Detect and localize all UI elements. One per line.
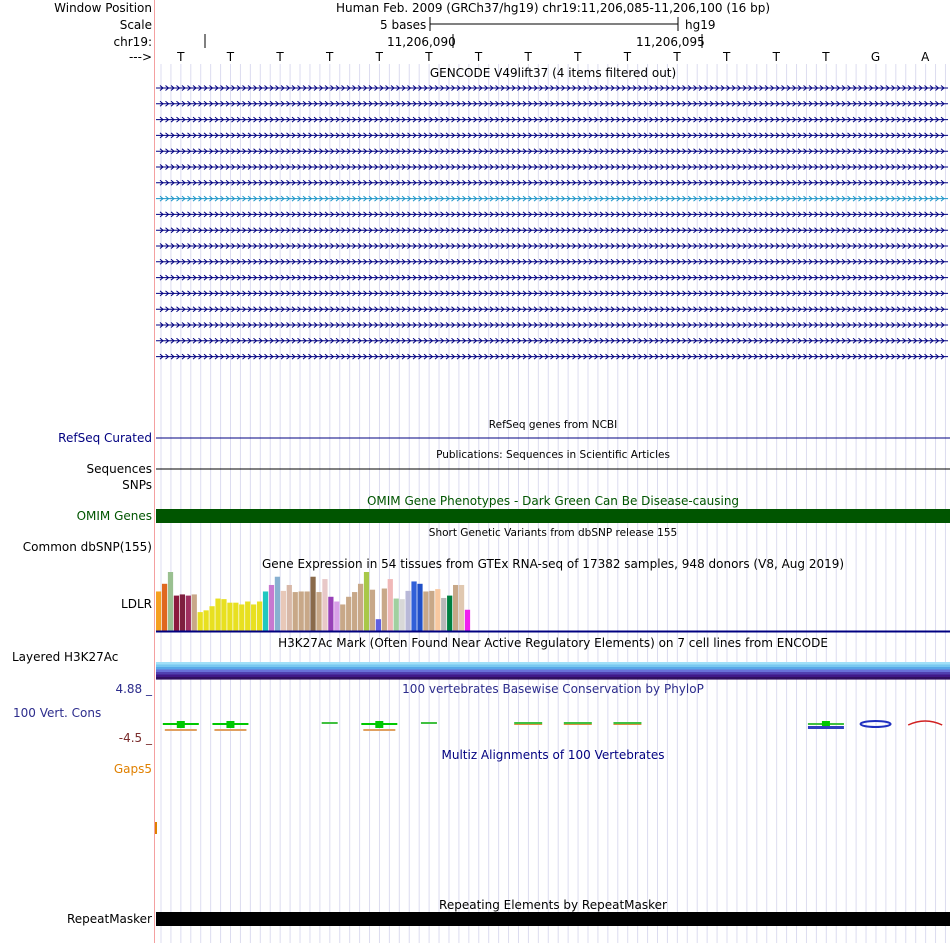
gtex-bar bbox=[180, 594, 185, 631]
gtex-bar bbox=[316, 592, 321, 631]
gtex-bar bbox=[465, 610, 470, 631]
gtex-bar bbox=[441, 598, 446, 631]
scale-text: 5 bases bbox=[380, 18, 427, 32]
sequence-base: T bbox=[723, 50, 731, 64]
gtex-bar bbox=[174, 596, 179, 631]
publications-label[interactable]: Sequences bbox=[86, 462, 152, 476]
gtex-label[interactable]: LDLR bbox=[121, 597, 152, 611]
gtex-bar bbox=[239, 604, 244, 631]
gtex-bar bbox=[310, 577, 315, 631]
gtex-bar bbox=[162, 584, 167, 631]
gtex-bar bbox=[275, 577, 280, 631]
sequence-base: T bbox=[177, 50, 185, 64]
gtex-title: Gene Expression in 54 tissues from GTEx RNA-seq of 17382 samples, 948 donors (V8, Aug 2019) bbox=[261, 557, 845, 571]
phylop-bar bbox=[421, 722, 437, 724]
phylop-bar bbox=[613, 722, 641, 724]
phylop-bar bbox=[822, 721, 830, 726]
omim-label[interactable]: OMIM Genes bbox=[76, 509, 152, 523]
gtex-bar bbox=[382, 589, 387, 631]
chrom-label: chr19: bbox=[113, 35, 152, 49]
position-label-2: 11,206,095 bbox=[636, 35, 705, 49]
gtex-bar bbox=[221, 599, 226, 631]
gtex-bar bbox=[334, 602, 339, 632]
sequence-base: G bbox=[870, 50, 881, 64]
gtex-bar bbox=[233, 603, 238, 631]
h3k27ac-layer bbox=[156, 665, 950, 668]
window-position-label: Window Position bbox=[54, 1, 152, 15]
scale-label: Scale bbox=[119, 18, 152, 32]
phylop-bar bbox=[613, 724, 641, 725]
gtex-bar bbox=[453, 585, 458, 631]
phylop-title: 100 vertebrates Basewise Conservation by PhyloP bbox=[402, 682, 704, 696]
gtex-bar bbox=[435, 589, 440, 631]
gap-marker bbox=[155, 822, 157, 834]
gtex-bar bbox=[186, 596, 191, 631]
phylop-bar bbox=[214, 729, 246, 731]
gtex-bar bbox=[204, 610, 209, 631]
phylop-label[interactable]: 100 Vert. Cons bbox=[13, 706, 102, 720]
repeatmasker-label[interactable]: RepeatMasker bbox=[66, 912, 152, 926]
gtex-bar bbox=[322, 579, 327, 631]
gtex-bar bbox=[400, 599, 405, 631]
gtex-bar bbox=[417, 584, 422, 631]
repeatmasker-bar bbox=[156, 912, 950, 926]
gtex-bar bbox=[364, 572, 369, 631]
phylop-bar bbox=[808, 726, 844, 729]
gtex-bar bbox=[376, 619, 381, 631]
position-label-1: 11,206,090 bbox=[387, 35, 456, 49]
sequence-base: T bbox=[772, 50, 780, 64]
sequence-base: T bbox=[673, 50, 681, 64]
phylop-bar bbox=[226, 721, 234, 728]
strand-label: ---> bbox=[128, 50, 152, 64]
gtex-bar bbox=[293, 592, 298, 631]
sequence-base: T bbox=[623, 50, 632, 64]
gtex-bar bbox=[370, 590, 375, 631]
phylop-min: -4.5 _ bbox=[118, 731, 152, 745]
sequence-base: T bbox=[822, 50, 830, 64]
h3k27ac-layer bbox=[156, 677, 950, 680]
gaps-label: Gaps5 bbox=[113, 762, 152, 776]
sequence-base: T bbox=[326, 50, 334, 64]
gtex-bar bbox=[429, 591, 434, 631]
dbsnp-label[interactable]: Common dbSNP(155) bbox=[22, 540, 152, 554]
omim-title: OMIM Gene Phenotypes - Dark Green Can Be Disease-causing bbox=[366, 494, 740, 508]
sequence-base: T bbox=[375, 50, 383, 64]
sequence-base: T bbox=[524, 50, 532, 64]
gtex-bar bbox=[352, 592, 357, 631]
phylop-bar bbox=[564, 722, 592, 724]
h3k27ac-layer bbox=[156, 675, 950, 678]
omim-bar bbox=[156, 509, 950, 523]
refseq-title: RefSeq genes from NCBI bbox=[488, 419, 618, 431]
gtex-bar bbox=[423, 591, 428, 631]
gtex-bar bbox=[328, 597, 333, 631]
sequence-base: T bbox=[226, 50, 235, 64]
h3k27ac-layer bbox=[156, 672, 950, 675]
gtex-bar bbox=[305, 591, 310, 631]
phylop-bar bbox=[564, 724, 592, 725]
h3k27ac-label[interactable]: Layered H3K27Ac bbox=[12, 650, 119, 664]
assembly-label: hg19 bbox=[685, 18, 716, 32]
gtex-bar bbox=[340, 604, 345, 631]
gtex-bar bbox=[198, 612, 203, 631]
gencode-title: GENCODE V49lift37 (4 items filtered out) bbox=[429, 66, 677, 80]
gtex-bar bbox=[263, 591, 268, 631]
gtex-bar bbox=[257, 602, 262, 632]
gtex-bar bbox=[215, 599, 220, 631]
phylop-bar bbox=[514, 724, 542, 725]
dbsnp-title: Short Genetic Variants from dbSNP release 155 bbox=[428, 527, 678, 539]
phylop-bar bbox=[375, 721, 383, 728]
gtex-bar bbox=[227, 603, 232, 631]
sequence-base: T bbox=[425, 50, 433, 64]
phylop-max: 4.88 _ bbox=[115, 682, 152, 696]
repeatmasker-title: Repeating Elements by RepeatMasker bbox=[439, 898, 667, 912]
snps-label[interactable]: SNPs bbox=[122, 478, 152, 492]
gtex-bar bbox=[156, 591, 161, 631]
gtex-bar bbox=[358, 584, 363, 631]
gtex-bar bbox=[192, 594, 197, 631]
gtex-bar bbox=[245, 602, 250, 632]
window-position-text: Human Feb. 2009 (GRCh37/hg19) chr19:11,206,085-11,206,100 (16 bp) bbox=[335, 1, 770, 15]
gtex-bar bbox=[394, 599, 399, 631]
h3k27ac-layer bbox=[156, 662, 950, 665]
gtex-bar bbox=[251, 604, 256, 631]
multiz-title: Multiz Alignments of 100 Vertebrates bbox=[441, 748, 665, 762]
gtex-bar bbox=[405, 591, 410, 631]
h3k27ac-layer bbox=[156, 667, 950, 670]
h3k27ac-layer bbox=[156, 670, 950, 673]
publications-title: Publications: Sequences in Scientific Articles bbox=[436, 449, 670, 461]
gtex-bar bbox=[281, 591, 286, 631]
phylop-bar bbox=[165, 729, 197, 731]
gtex-bar bbox=[346, 597, 351, 631]
sequence-base: T bbox=[276, 50, 284, 64]
refseq-label[interactable]: RefSeq Curated bbox=[58, 431, 152, 445]
sequence-base: T bbox=[574, 50, 582, 64]
gtex-bar bbox=[388, 579, 393, 631]
gtex-bar bbox=[269, 585, 274, 631]
gtex-bar bbox=[168, 572, 173, 631]
phylop-bar bbox=[177, 721, 185, 728]
gtex-bar bbox=[287, 585, 292, 631]
phylop-bar bbox=[514, 722, 542, 724]
gtex-bar bbox=[299, 591, 304, 631]
gtex-bar bbox=[459, 585, 464, 631]
phylop-bar bbox=[363, 729, 395, 731]
sequence-base: A bbox=[921, 50, 930, 64]
gtex-bar bbox=[447, 596, 452, 631]
h3k27ac-title: H3K27Ac Mark (Often Found Near Active Regulatory Elements) on 7 cell lines from ENCODE bbox=[278, 636, 828, 650]
sequence-base: T bbox=[474, 50, 483, 64]
gtex-bar bbox=[209, 606, 214, 631]
phylop-bar bbox=[322, 722, 338, 724]
gtex-bar bbox=[411, 581, 416, 631]
